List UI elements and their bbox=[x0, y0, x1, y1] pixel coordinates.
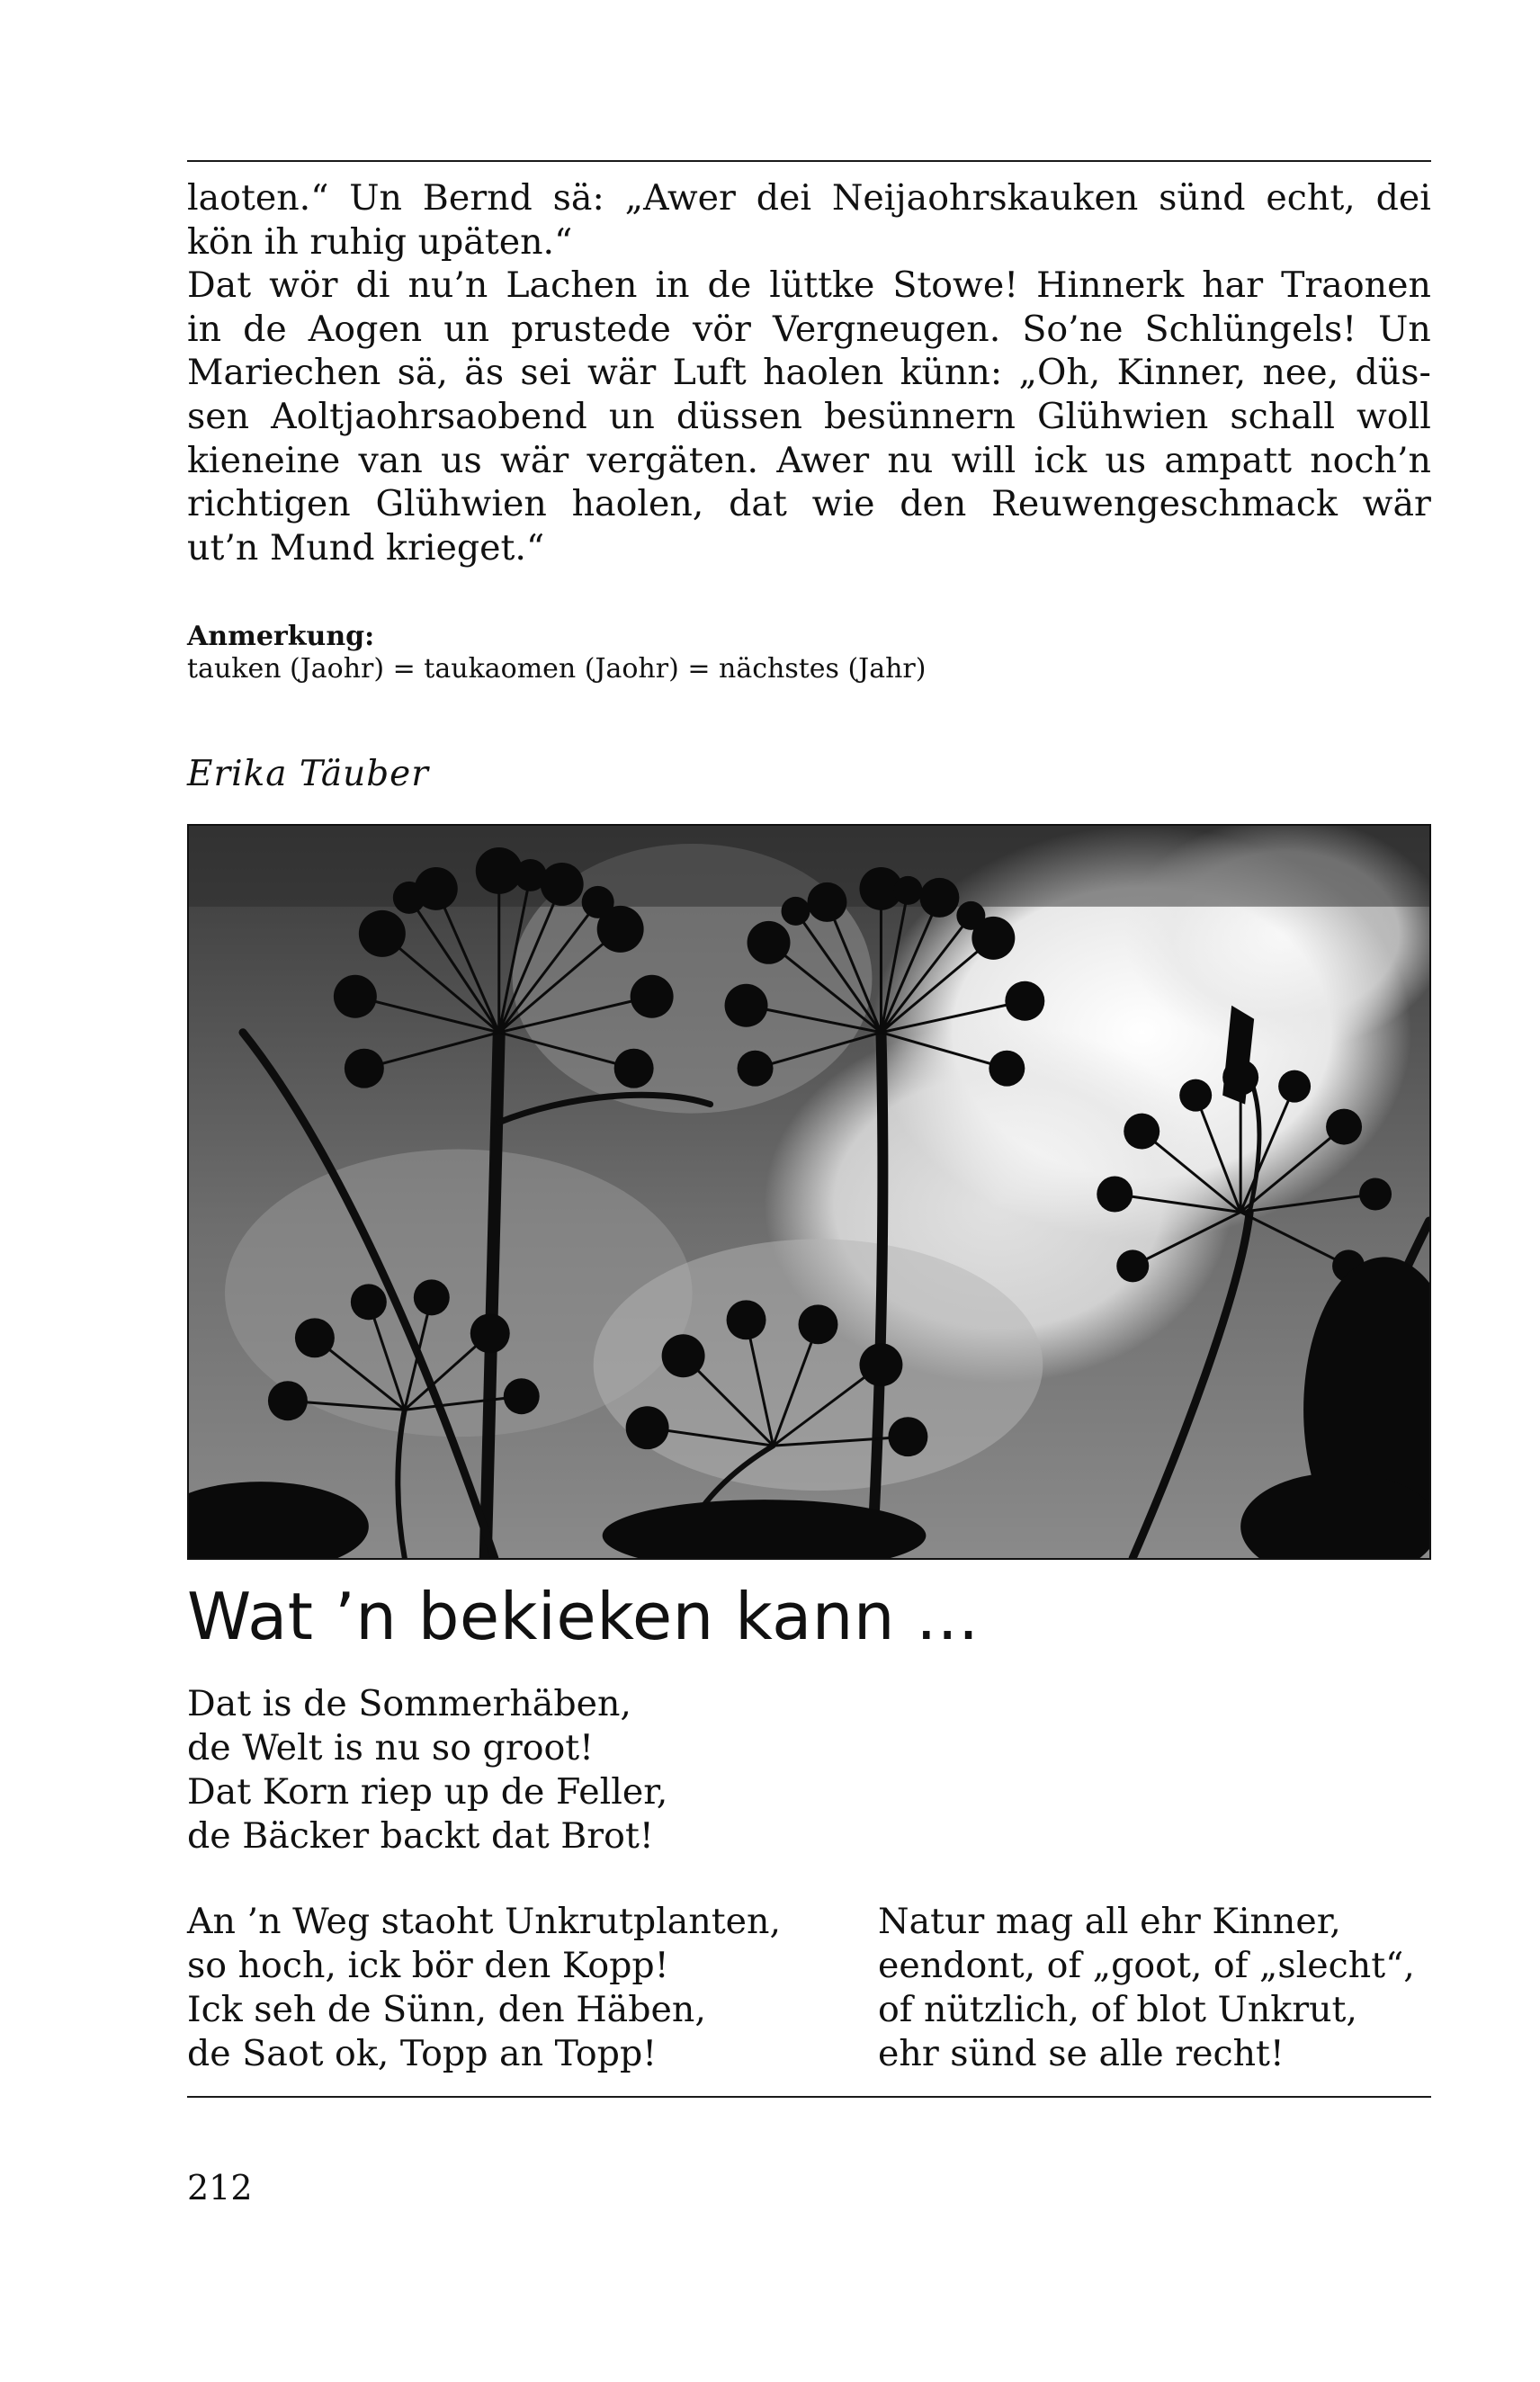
prose-line: kön ih ruhig upäten.“ bbox=[187, 220, 573, 263]
prose-word: lüttke bbox=[769, 264, 875, 307]
bottom-rule bbox=[187, 2096, 1431, 2098]
poem-line: Dat is de Sommerhäben, bbox=[187, 1683, 631, 1724]
prose-word: nu bbox=[887, 439, 934, 481]
prose-word: har bbox=[1202, 264, 1264, 307]
prose-word: Kinner, bbox=[1116, 352, 1247, 394]
hogweed-photo-image bbox=[189, 826, 1429, 1558]
poem-line: de Welt is nu so groot! bbox=[187, 1727, 595, 1769]
prose-word: wör bbox=[269, 264, 338, 307]
prose-word: un bbox=[443, 308, 490, 350]
prose-word: in bbox=[187, 308, 222, 350]
poem-line: Ick seh de Sünn, den Häben, bbox=[187, 1989, 706, 2030]
prose-word: schall bbox=[1230, 395, 1335, 437]
prose-word: Dat bbox=[187, 264, 252, 307]
prose-word: prustede bbox=[511, 308, 671, 350]
poem-line: Dat Korn riep up de Feller, bbox=[187, 1771, 668, 1813]
poem-line: eendont, of „goot, of „slecht“, bbox=[878, 1945, 1415, 1986]
prose-word: sä: bbox=[552, 177, 604, 219]
poem-line: of nützlich, of blot Unkrut, bbox=[878, 1989, 1357, 2030]
poem-line: de Saot ok, Topp an Topp! bbox=[187, 2033, 658, 2074]
hogweed-photo bbox=[187, 824, 1431, 1560]
prose-word: Mariechen bbox=[187, 352, 381, 394]
prose-word: besünnern bbox=[823, 395, 1016, 437]
prose-word: richtigen bbox=[187, 483, 351, 525]
prose-word: echt, bbox=[1266, 177, 1356, 219]
prose-word: dei bbox=[756, 177, 812, 219]
poem-stanza bbox=[878, 1900, 1415, 2076]
prose-word: „Oh, bbox=[1018, 352, 1101, 394]
prose-word: van bbox=[358, 439, 423, 481]
prose-word: in bbox=[655, 264, 690, 307]
prose-word: Schlüngels! bbox=[1144, 308, 1357, 350]
prose-word: wär bbox=[499, 439, 569, 481]
poem-stanza bbox=[187, 1682, 667, 1858]
annotation-heading: Anmerkung: bbox=[187, 621, 375, 652]
prose-word: wär bbox=[587, 352, 657, 394]
prose-word: sünd bbox=[1159, 177, 1246, 219]
prose-word: noch’n bbox=[1310, 439, 1431, 481]
prose-word: will bbox=[951, 439, 1016, 481]
prose-word: Reuwengeschmack bbox=[991, 483, 1338, 525]
prose-line bbox=[187, 351, 1431, 395]
prose-word: düssen bbox=[676, 395, 802, 437]
prose-word: di bbox=[355, 264, 390, 307]
poem-line: so hoch, ick bör den Kopp! bbox=[187, 1945, 669, 1986]
poem-line: An ’n Weg staoht Unkrutplanten, bbox=[187, 1901, 782, 1942]
prose-word: düs- bbox=[1355, 352, 1431, 394]
prose-word: Luft bbox=[672, 352, 747, 394]
prose-word: Hinnerk bbox=[1036, 264, 1185, 307]
prose-word: un bbox=[608, 395, 655, 437]
prose-word: nee, bbox=[1262, 352, 1339, 394]
annotation-text: tauken (Jaohr) = taukaomen (Jaohr) = nächstes (Jahr) bbox=[187, 653, 927, 685]
prose-word: Un bbox=[349, 177, 402, 219]
prose-line bbox=[187, 264, 1431, 308]
prose-word: nu’n bbox=[407, 264, 488, 307]
prose-word: Aoltjaohrsaobend bbox=[271, 395, 587, 437]
prose-line bbox=[187, 308, 1431, 352]
prose-paragraph bbox=[187, 176, 1431, 569]
prose-line bbox=[187, 395, 1431, 439]
prose-word: wär bbox=[1362, 483, 1431, 525]
prose-word: ick bbox=[1034, 439, 1088, 481]
prose-word: Traonen bbox=[1281, 264, 1431, 307]
prose-word: haolen, bbox=[571, 483, 704, 525]
prose-word: Vergneugen. bbox=[772, 308, 1001, 350]
prose-word: Un bbox=[1378, 308, 1431, 350]
prose-word: Awer bbox=[776, 439, 870, 481]
poem-line: ehr sünd se alle recht! bbox=[878, 2033, 1285, 2074]
poem-line: Natur mag all ehr Kinner, bbox=[878, 1901, 1341, 1942]
prose-word: künn: bbox=[900, 352, 1003, 394]
top-rule bbox=[187, 160, 1431, 162]
prose-word: us bbox=[441, 439, 482, 481]
prose-word: „Awer bbox=[624, 177, 736, 219]
prose-word: Stowe! bbox=[892, 264, 1019, 307]
prose-word: Glühwien bbox=[375, 483, 547, 525]
page-number: 212 bbox=[187, 2168, 253, 2207]
prose-word: sä, bbox=[397, 352, 448, 394]
prose-word: us bbox=[1105, 439, 1147, 481]
poem-line: de Bäcker backt dat Brot! bbox=[187, 1815, 654, 1857]
prose-word: de bbox=[707, 264, 752, 307]
prose-line bbox=[187, 482, 1431, 526]
prose-line bbox=[187, 176, 1431, 220]
poem-stanza bbox=[187, 1900, 781, 2076]
prose-word: Aogen bbox=[308, 308, 423, 350]
prose-word: laoten.“ bbox=[187, 177, 329, 219]
prose-word: kieneine bbox=[187, 439, 341, 481]
prose-word: ampatt bbox=[1164, 439, 1292, 481]
annotation bbox=[187, 621, 1431, 685]
prose-word: So’ne bbox=[1022, 308, 1124, 350]
prose-word: wie bbox=[811, 483, 875, 525]
author-name: Erika Täuber bbox=[187, 754, 429, 794]
prose-word: vergäten. bbox=[586, 439, 759, 481]
prose-word: den bbox=[900, 483, 967, 525]
prose-line bbox=[187, 439, 1431, 483]
prose-word: Glühwien bbox=[1036, 395, 1209, 437]
prose-line: ut’n Mund krieget.“ bbox=[187, 526, 545, 569]
prose-word: Lachen bbox=[506, 264, 638, 307]
prose-word: woll bbox=[1356, 395, 1431, 437]
prose-word: Bernd bbox=[422, 177, 533, 219]
prose-word: haolen bbox=[763, 352, 884, 394]
prose-word: sen bbox=[187, 395, 250, 437]
prose-word: Neijaohrskauken bbox=[831, 177, 1139, 219]
prose-word: dat bbox=[729, 483, 787, 525]
prose-word: äs bbox=[464, 352, 505, 394]
prose-word: de bbox=[243, 308, 287, 350]
prose-word: vör bbox=[692, 308, 751, 350]
prose-word: sei bbox=[520, 352, 571, 394]
poem-title: Wat ’n bekieken kann ... bbox=[187, 1579, 980, 1654]
prose-word: dei bbox=[1375, 177, 1431, 219]
